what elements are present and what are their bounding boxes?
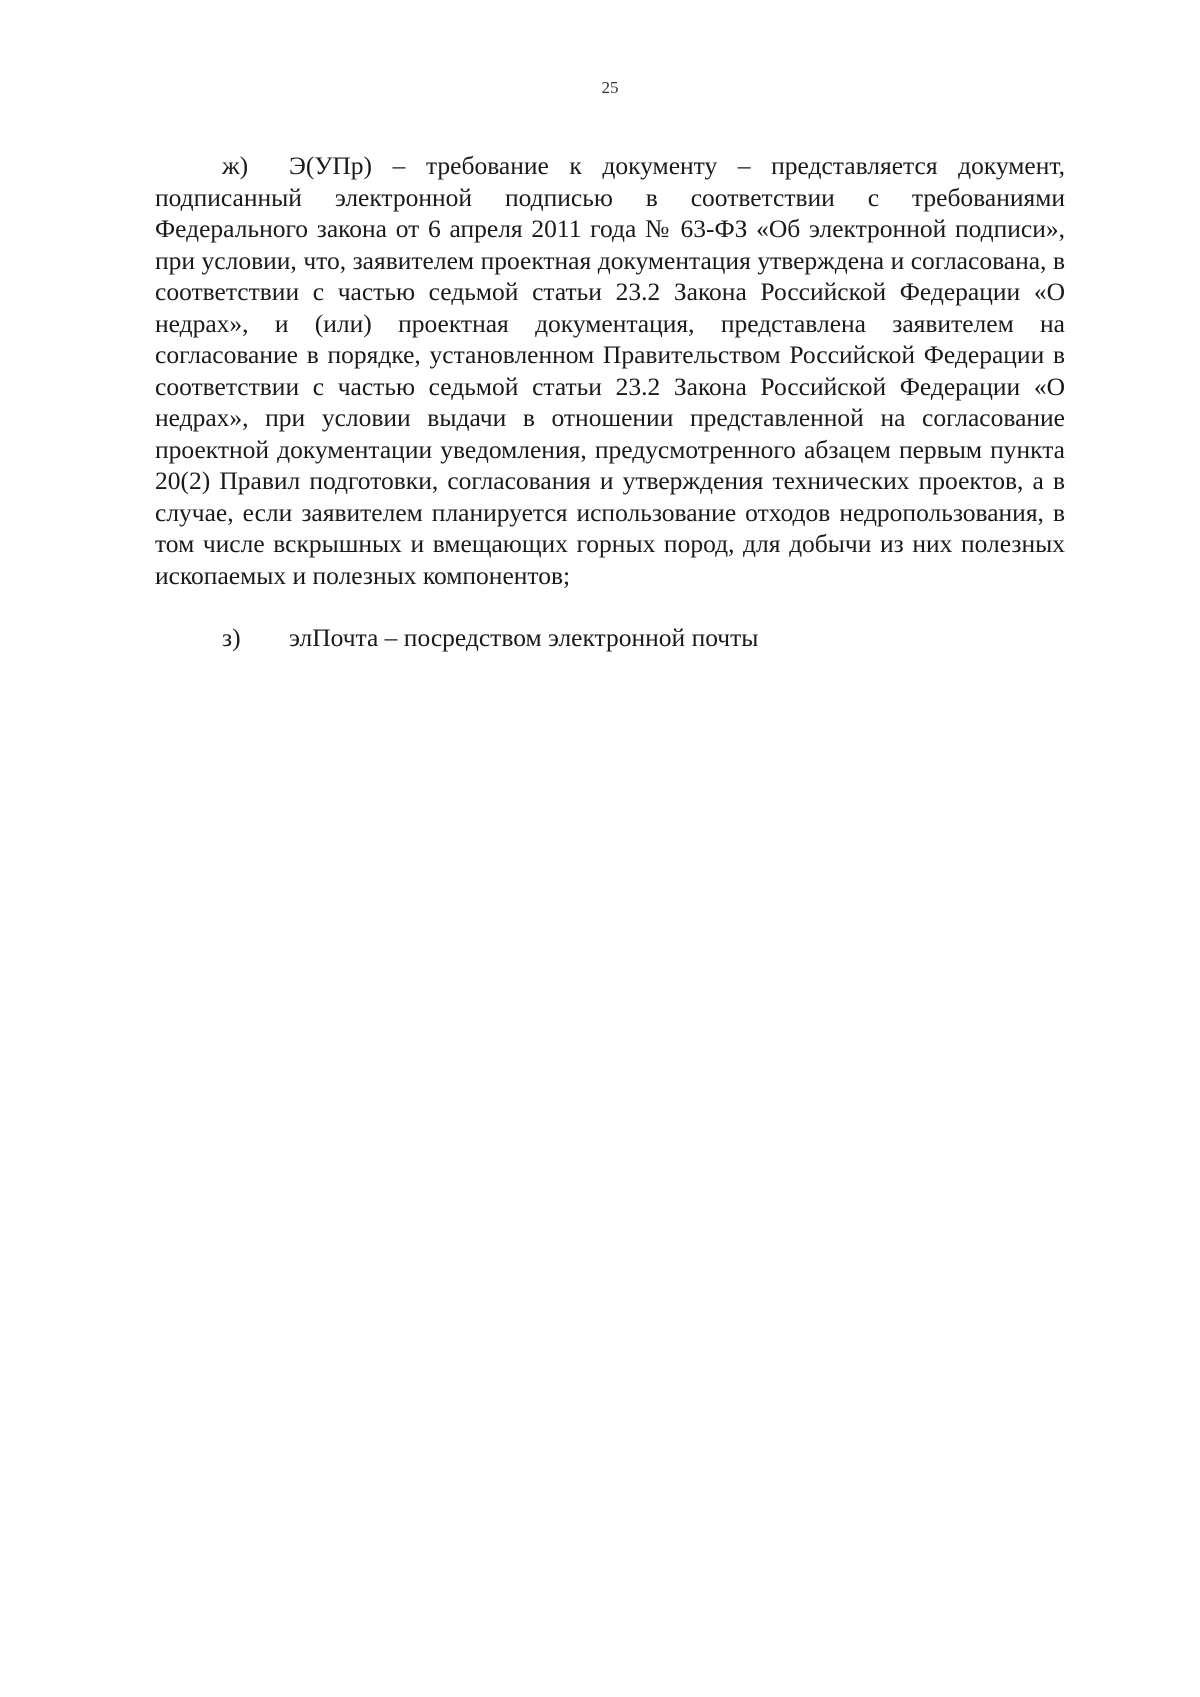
list-item-text: Э(УПр) – требование к документу – представляется документ, подписанный электронной подписью в соответствии с требованиями Федерального закона от 6 апреля 2011 года № 63-ФЗ «Об электронной подписи», при условии, что, заявителем проектная документация утверждена и согласована, в соответствии с частью седьмой статьи 23.2 Закона Российской Федерации «О недрах», и (или) проектная документация, представлена заявителем на согласование в порядке, установленном Правительством Российской Федерации в соответствии с частью седьмой статьи 23.2 Закона Российской Федерации «О недрах», при условии выдачи в отношении представленной на согласование проектной документации уведомления, предусмотренного абзацем первым пункта 20(2) Правил подготовки, согласования и утверждения технических проектов, а в случае, если заявителем планируется использование отходов недропользования, в том числе вскрышных и вмещающих горных пород, для добычи из них полезных ископаемых и полезных компонентов;: [155, 151, 1065, 590]
list-item-label: з): [222, 623, 241, 652]
list-item-label: ж): [222, 151, 249, 180]
list-item-zh: [155, 150, 1065, 591]
list-item-text: элПочта – посредством электронной почты: [289, 623, 759, 652]
page-number: 25: [601, 78, 619, 97]
list-item-z: [155, 622, 1065, 654]
